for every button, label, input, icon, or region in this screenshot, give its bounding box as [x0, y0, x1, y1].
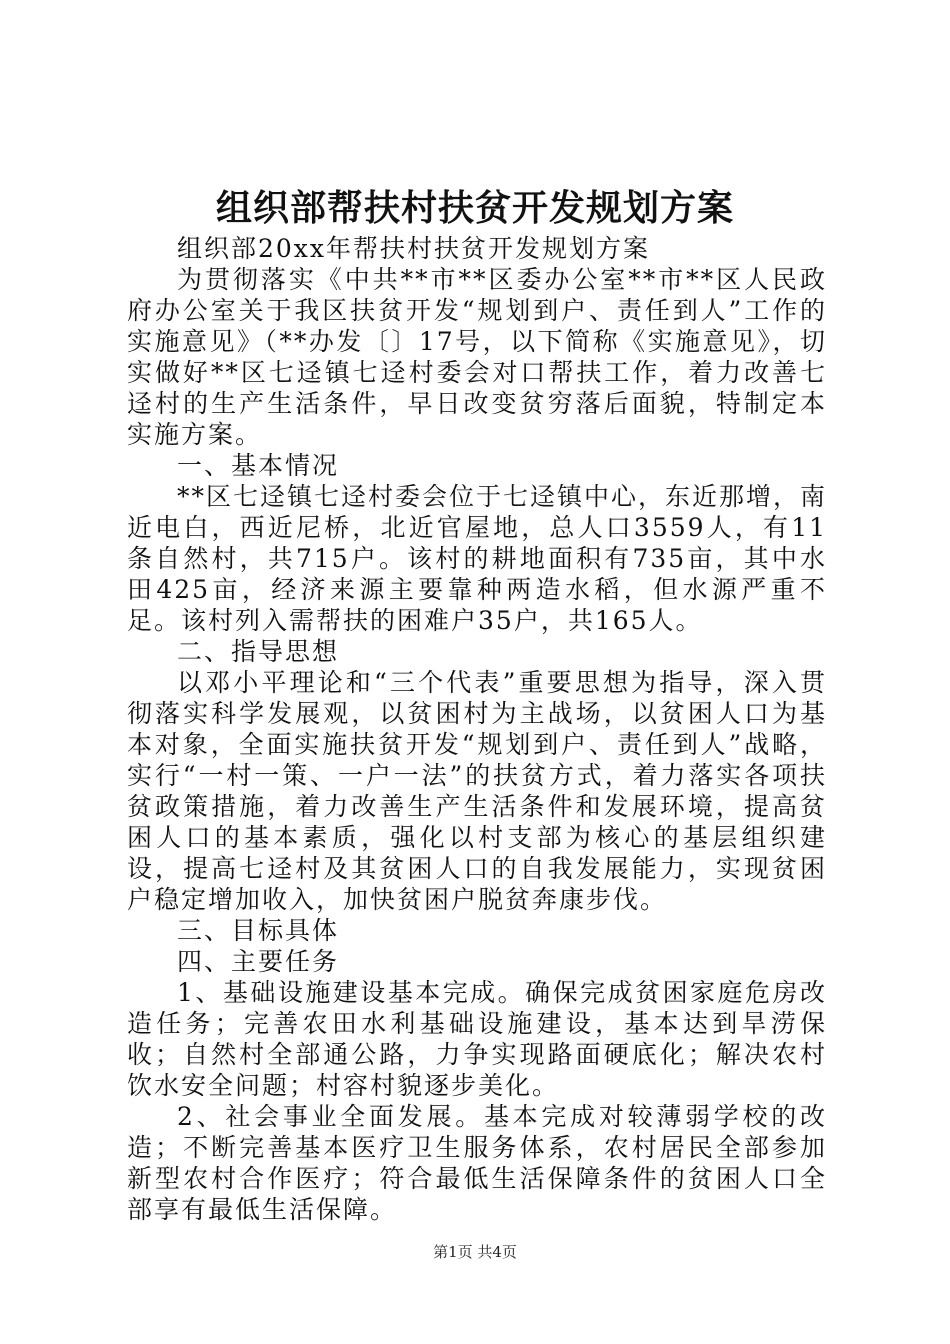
- document-title: 组织部帮扶村扶贫开发规划方案: [215, 187, 734, 229]
- section-heading-basic-situation: 一、基本情况: [177, 451, 340, 480]
- basic-situation-paragraph: **区七迳镇七迳村委会位于七迳镇中心，东近那增，南近电白，西近尼桥，北近官屋地，总人口3559人，有11条自然村，共715户。该村的耕地面积有735亩，其中水田425亩，经济来源主要靠种两造水稻，但水源严重不足。该村列入需帮扶的困难户35户，共165人。: [127, 482, 828, 635]
- section-heading-goals: 三、目标具体: [177, 916, 340, 945]
- section-heading-guiding-ideology: 二、指导思想: [177, 637, 340, 666]
- task-item-1: 1、基础设施建设基本完成。确保完成贫困家庭危房改造任务；完善农田水利基础设施建设，基本达到旱涝保收；自然村全部通公路，力争实现路面硬底化；解决农村饮水安全问题；村容村貌逐步美化。: [127, 978, 827, 1100]
- subtitle-paragraph: 组织部20xx年帮扶村扶贫开发规划方案: [177, 234, 651, 263]
- page-footer: 第1页 共4页: [433, 1243, 517, 1261]
- intro-paragraph: 为贯彻落实《中共**市**区委办公室**市**区人民政府办公室关于我区扶贫开发“规划到户、责任到人”工作的实施意见》（**办发〔〕17号，以下简称《实施意见》，切实做好**区七迳镇七迳村委会对口帮扶工作，着力改善七迳村的生产生活条件，早日改变贫穷落后面貌，特制定本实施方案。: [127, 265, 827, 449]
- guiding-ideology-paragraph: 以邓小平理论和“三个代表”重要思想为指导，深入贯彻落实科学发展观，以贫困村为主战场，以贫困人口为基本对象，全面实施扶贫开发“规划到户、责任到人”战略，实行“一村一策、一户一法”的扶贫方式，着力落实各项扶贫政策措施，着力改善生产生活条件和发展环境，提高贫困人口的基本素质，强化以村支部为核心的基层组织建设，提高七迳村及其贫困人口的自我发展能力，实现贫困户稳定增加收入，加快贫困户脱贫奔康步伐。: [127, 668, 827, 914]
- document-body: [127, 233, 827, 1225]
- task-item-2: 2、社会事业全面发展。基本完成对较薄弱学校的改造；不断完善基本医疗卫生服务体系，农村居民全部参加新型农村合作医疗；符合最低生活保障条件的贫困人口全部享有最低生活保障。: [127, 1102, 827, 1224]
- section-heading-main-tasks: 四、主要任务: [177, 947, 340, 976]
